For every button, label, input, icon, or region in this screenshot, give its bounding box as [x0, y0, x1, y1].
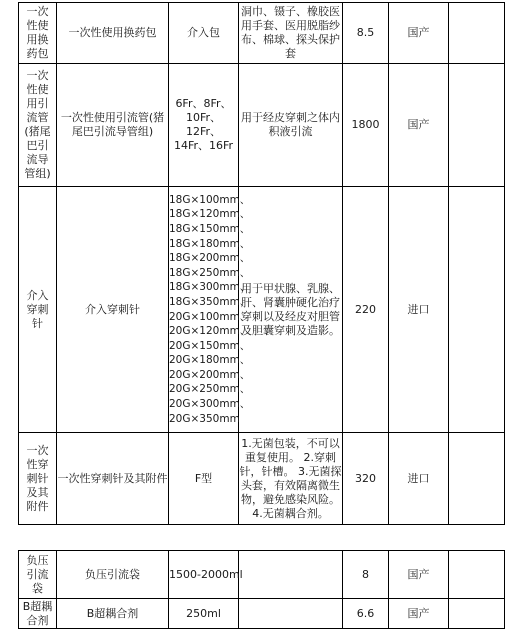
product-name-cell: B超耦合剂 — [57, 599, 169, 629]
spec-line: 20G×300mm、 — [169, 398, 251, 411]
spec-cell — [169, 64, 239, 187]
consumables-table — [18, 2, 505, 525]
spec-line: 6Fr、8Fr、 — [175, 97, 232, 110]
empty-cell — [449, 187, 505, 433]
empty-cell — [449, 64, 505, 187]
spec-line: 18G×350mm、 — [169, 295, 251, 308]
product-name-cell: 介入穿刺针 — [57, 187, 169, 433]
empty-cell — [449, 3, 505, 64]
table-row — [19, 433, 505, 525]
spec-line: 20G×180mm、 — [169, 354, 251, 367]
product-name-cell: 一次性使用换药包 — [57, 3, 169, 64]
spec-line: 18G×200mm、 — [169, 252, 251, 265]
price-cell: 220 — [343, 187, 389, 433]
usage-cell: 用于甲状腺、乳腺、肝、肾囊肿硬化治疗穿刺以及经皮对胆管及胆囊穿刺及造影。 — [239, 187, 343, 433]
spec-line: F型 — [194, 471, 213, 485]
spec-line: 20G×120mm、 — [169, 325, 251, 338]
origin-cell: 国产 — [389, 64, 449, 187]
item-name-cell: 负压引流袋 — [19, 551, 57, 599]
price-cell: 320 — [343, 433, 389, 525]
item-name-cell: 一次性使用换药包 — [19, 3, 57, 64]
spec-line: 18G×300mm、 — [169, 281, 251, 294]
spec-line: 20G×150mm、 — [169, 339, 251, 352]
origin-cell: 国产 — [389, 3, 449, 64]
spec-line: 20G×250mm、 — [169, 383, 251, 396]
table-row — [19, 551, 505, 599]
empty-cell — [449, 433, 505, 525]
spec-line: 18G×180mm、 — [169, 237, 251, 250]
spec-line: 介入包 — [187, 26, 220, 39]
spec-cell: 250ml — [169, 599, 239, 629]
origin-cell: 国产 — [389, 599, 449, 629]
spec-cell — [169, 433, 239, 525]
spec-cell — [169, 187, 251, 433]
spec-cell — [169, 3, 239, 64]
spec-line: 18G×250mm、 — [169, 266, 251, 279]
consumables-table-2 — [18, 550, 505, 629]
empty-cell — [449, 599, 505, 629]
price-cell: 1800 — [343, 64, 389, 187]
item-name-cell: B超耦合剂 — [19, 599, 57, 629]
table-row — [19, 187, 505, 433]
spec-line: 20G×200mm、 — [169, 368, 251, 381]
origin-cell: 国产 — [389, 551, 449, 599]
price-cell: 6.6 — [343, 599, 389, 629]
item-name-cell: 一次性使用引流管(猪尾巴引流导管组) — [19, 64, 57, 187]
spec-line: 14Fr、16Fr — [173, 139, 234, 152]
item-name-cell: 一次性穿刺针及其附件 — [19, 433, 57, 525]
table-row — [19, 599, 505, 629]
spec-cell: 1500-2000ml — [169, 551, 239, 599]
spec-line: 18G×100mm、 — [169, 193, 251, 206]
product-name-cell: 负压引流袋 — [57, 551, 169, 599]
item-name-cell: 介入穿刺针 — [19, 187, 57, 433]
usage-cell — [239, 599, 343, 629]
price-cell: 8.5 — [343, 3, 389, 64]
spec-line: 10Fr、12Fr、 — [185, 111, 222, 138]
spec-line: 20G×100mm、 — [169, 310, 251, 323]
usage-cell — [239, 551, 343, 599]
product-name-cell: 一次性穿刺针及其附件 — [57, 433, 169, 525]
origin-cell: 进口 — [389, 433, 449, 525]
usage-cell: 用于经皮穿刺之体内积液引流 — [239, 64, 343, 187]
usage-cell: 洞巾、镊子、橡胶医用手套、医用脱脂纱布、棉球、探头保护套 — [239, 3, 343, 64]
spec-line: 18G×150mm、 — [169, 222, 251, 235]
empty-cell — [449, 551, 505, 599]
spec-line: 18G×120mm、 — [169, 208, 251, 221]
price-cell: 8 — [343, 551, 389, 599]
product-name-cell: 一次性使用引流管(猪尾巴引流导管组) — [57, 64, 169, 187]
table-row — [19, 64, 505, 187]
table-row — [19, 3, 505, 64]
origin-cell: 进口 — [389, 187, 449, 433]
spec-line: 20G×350mm — [169, 412, 240, 425]
usage-cell: 1.无菌包装，不可以重复使用。 2.穿刺针，针槽。 3.无菌探头套，有效隔离微生物，避免感染风险。4.无菌耦合剂。 — [239, 433, 343, 525]
